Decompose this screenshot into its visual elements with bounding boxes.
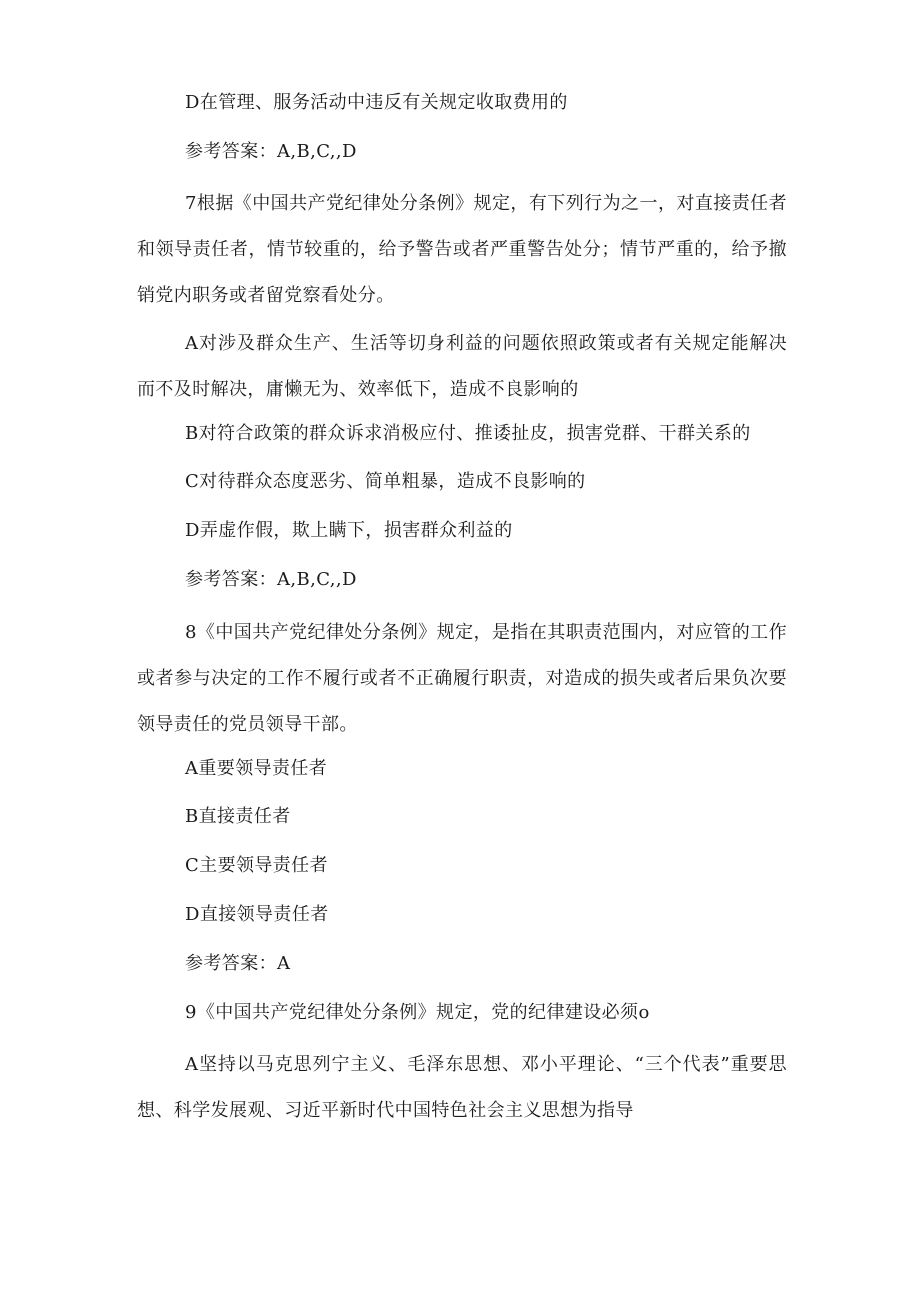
question-9-option-a: A坚持以马克思列宁主义、毛泽东思想、邓小平理论、“三个代表”重要思想、科学发展观、习近平新时代中国特色社会主义思想为指导 [137, 1054, 787, 1121]
option-d-line: D在管理、服务活动中违反有关规定收取费用的 [185, 92, 568, 113]
question-7-answer: 参考答案：A,B,C,,D [185, 569, 357, 590]
question-9: 9《中国共产党纪律处分条例》规定，党的纪律建设必须o [185, 1002, 650, 1023]
question-7-option-c: C对待群众态度恶劣、简单粗暴，造成不良影响的 [185, 471, 586, 492]
question-7-option-a: A对涉及群众生产、生活等切身利益的问题依照政策或者有关规定能解决而不及时解决，庸懒无为、效率低下，造成不良影响的 [137, 333, 787, 400]
answer-line: 参考答案：A,B,C,,D [185, 141, 357, 162]
question-8-option-c: C主要领导责任者 [185, 855, 328, 876]
question-8-option-b: B直接责任者 [185, 806, 291, 827]
question-7: 7根据《中国共产党纪律处分条例》规定，有下列行为之一，对直接责任者和领导责任者，情节较重的，给予警告或者严重警告处分；情节严重的，给予撤销党内职务或者留党察看处分。 [137, 193, 787, 306]
question-8-option-d: D直接领导责任者 [185, 904, 329, 925]
question-8-answer: 参考答案：A [185, 953, 291, 974]
question-8: 8《中国共产党纪律处分条例》规定，是指在其职责范围内，对应管的工作或者参与决定的工作不履行或者不正确履行职责，对造成的损失或者后果负次要领导责任的党员领导干部。 [137, 622, 787, 735]
question-8-option-a: A重要领导责任者 [185, 758, 328, 779]
question-7-option-b: B对符合政策的群众诉求消极应付、推诿扯皮，损害党群、干群关系的 [185, 423, 751, 444]
question-7-option-d: D弄虚作假，欺上瞒下，损害群众利益的 [185, 520, 513, 541]
